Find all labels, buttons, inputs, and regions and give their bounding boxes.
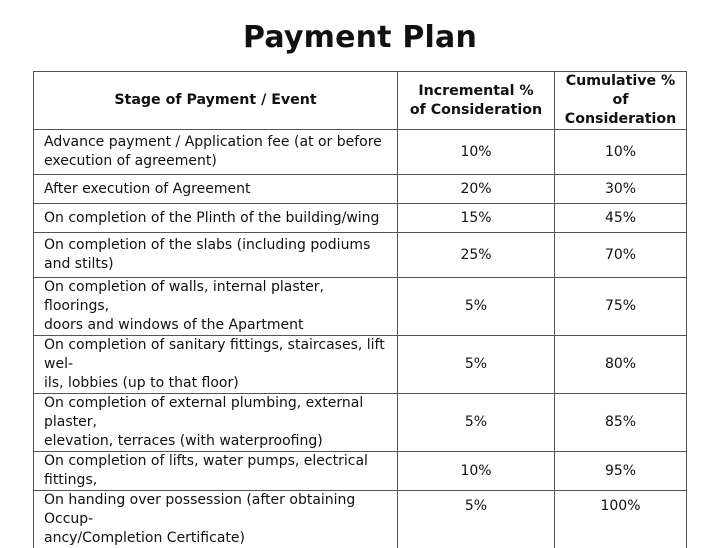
incremental-cell: 5% xyxy=(398,336,555,394)
stage-line: On completion of external plumbing, external plaster, xyxy=(44,395,363,430)
stage-cell xyxy=(34,204,398,233)
cumulative-cell: 95% xyxy=(555,452,687,491)
stage-line: After execution of Agreement xyxy=(44,181,250,197)
header-incremental xyxy=(398,72,555,130)
cumulative-cell: 85% xyxy=(555,394,687,452)
page-title: Payment Plan xyxy=(0,18,720,58)
stage-line: and stilts) xyxy=(44,256,114,272)
header-cumulative-line-2: of Consideration xyxy=(565,92,676,127)
header-cumulative xyxy=(555,72,687,130)
cumulative-cell: 75% xyxy=(555,278,687,336)
payment-plan-table xyxy=(33,71,687,548)
table-row xyxy=(34,491,687,548)
stage-cell xyxy=(34,452,398,491)
table-header-row xyxy=(34,72,687,130)
header-incremental-line-1: Incremental % xyxy=(418,83,533,99)
stage-line: execution of agreement) xyxy=(44,153,217,169)
incremental-cell: 25% xyxy=(398,233,555,278)
stage-line: elevation, terraces (with waterproofing) xyxy=(44,433,323,449)
incremental-cell: 15% xyxy=(398,204,555,233)
incremental-cell: 5% xyxy=(398,394,555,452)
cumulative-cell: 30% xyxy=(555,175,687,204)
stage-line: Advance payment / Application fee (at or before xyxy=(44,134,382,150)
table-row xyxy=(34,130,687,175)
cumulative-cell: 100% xyxy=(555,491,687,548)
table-row xyxy=(34,278,687,336)
stage-cell xyxy=(34,394,398,452)
incremental-cell: 20% xyxy=(398,175,555,204)
stage-cell xyxy=(34,336,398,394)
stage-line: doors and windows of the Apartment xyxy=(44,317,303,333)
stage-line: On completion of sanitary fittings, staircases, lift wel- xyxy=(44,337,385,372)
stage-cell xyxy=(34,175,398,204)
stage-line: On completion of the slabs (including podiums xyxy=(44,237,370,253)
stage-line: On completion of lifts, water pumps, electrical fittings, xyxy=(44,453,368,488)
table-row xyxy=(34,233,687,278)
table-row xyxy=(34,394,687,452)
cumulative-cell: 70% xyxy=(555,233,687,278)
stage-line: On completion of the Plinth of the building/wing xyxy=(44,210,379,226)
incremental-cell: 5% xyxy=(398,278,555,336)
cumulative-cell: 10% xyxy=(555,130,687,175)
stage-cell xyxy=(34,233,398,278)
incremental-cell: 5% xyxy=(398,491,555,548)
table-row xyxy=(34,175,687,204)
incremental-cell: 10% xyxy=(398,452,555,491)
stage-line: On completion of walls, internal plaster, floorings, xyxy=(44,279,324,314)
stage-cell xyxy=(34,491,398,548)
incremental-cell: 10% xyxy=(398,130,555,175)
table-row xyxy=(34,452,687,491)
stage-line: ils, lobbies (up to that floor) xyxy=(44,375,239,391)
stage-cell xyxy=(34,130,398,175)
header-incremental-line-2: of Consideration xyxy=(410,102,542,118)
header-stage: Stage of Payment / Event xyxy=(34,72,398,130)
cumulative-cell: 80% xyxy=(555,336,687,394)
table-row xyxy=(34,204,687,233)
cumulative-cell: 45% xyxy=(555,204,687,233)
table-row xyxy=(34,336,687,394)
stage-line: On handing over possession (after obtaining Occup- xyxy=(44,492,355,527)
stage-line: ancy/Completion Certificate) xyxy=(44,530,245,546)
header-cumulative-line-1: Cumulative % xyxy=(566,73,676,89)
stage-cell xyxy=(34,278,398,336)
